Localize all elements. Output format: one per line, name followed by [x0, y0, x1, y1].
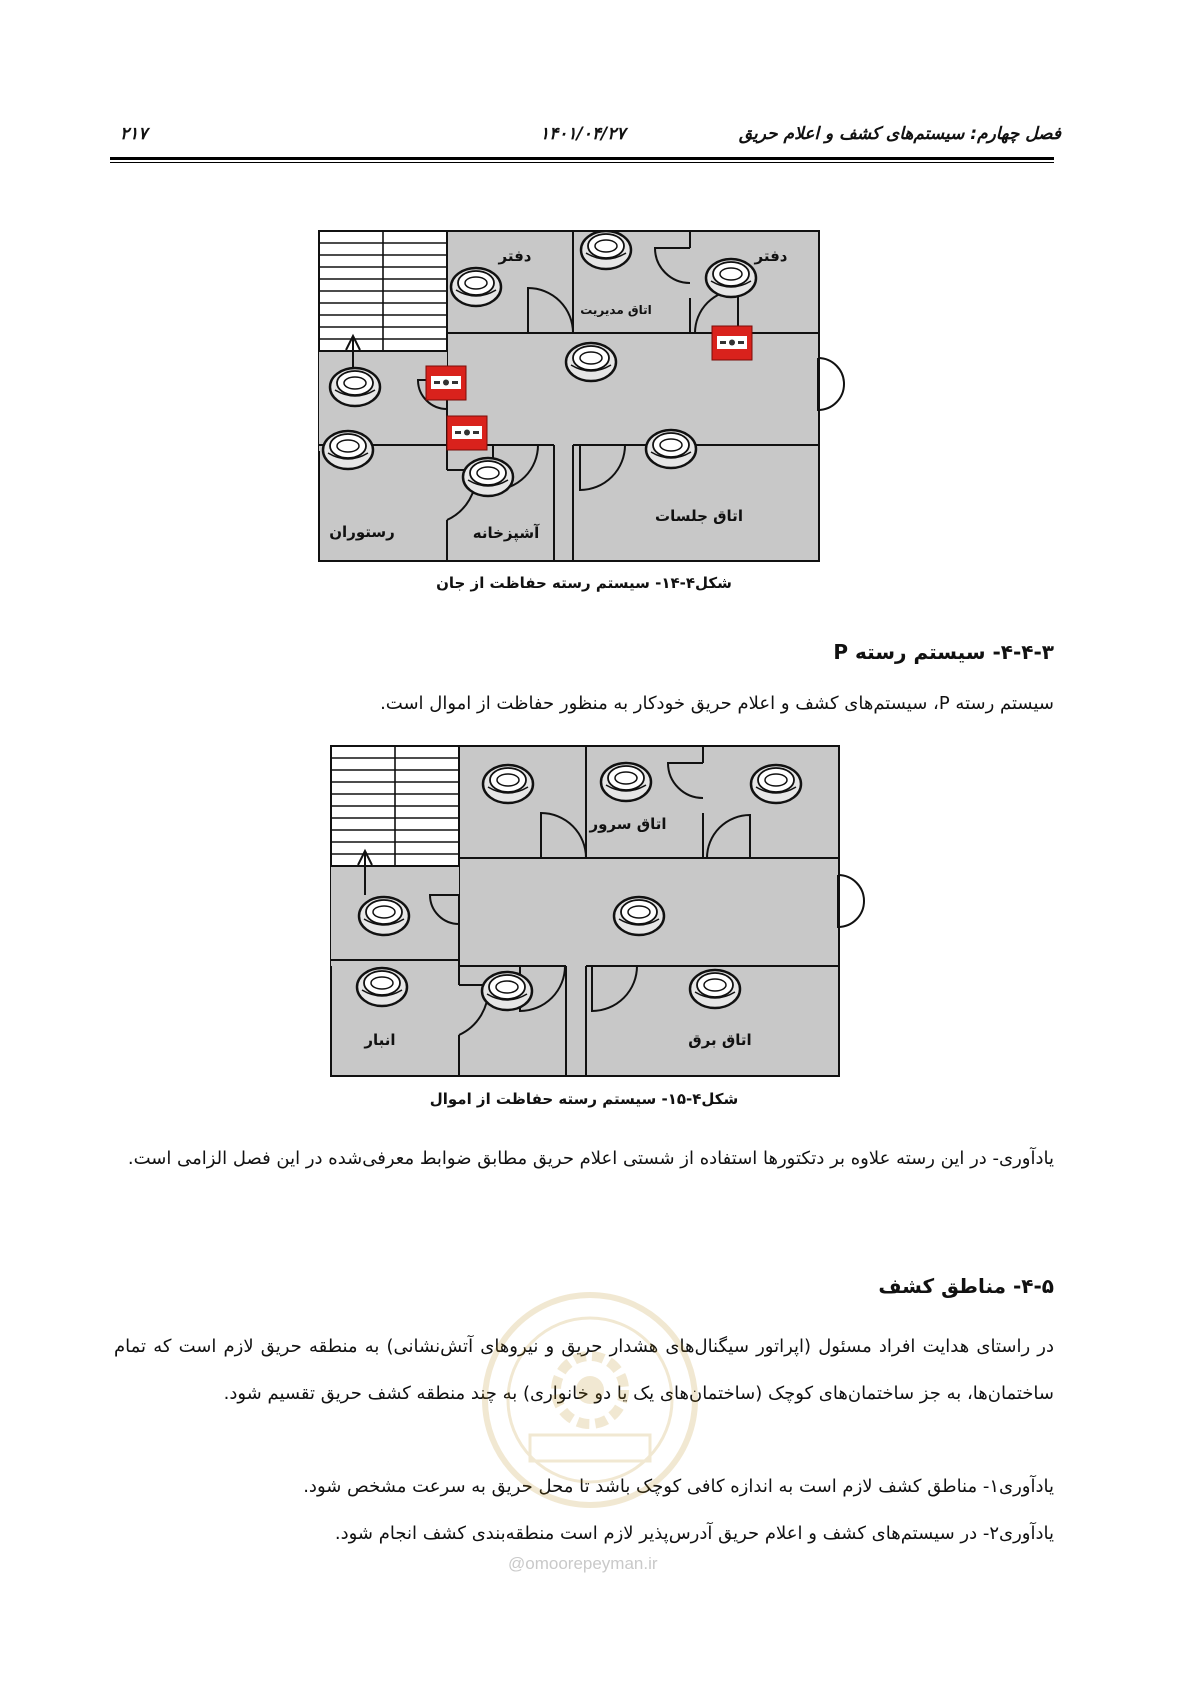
watermark-logo: [470, 1285, 710, 1515]
header-rule-thin: [110, 162, 1054, 163]
manual-call-point-icon: [426, 366, 466, 400]
floor-plan-property-protection: [330, 745, 880, 1077]
smoke-detector-icon: [323, 431, 373, 469]
room-label-meeting: اتاق جلسات: [655, 507, 743, 525]
smoke-detector-icon: [566, 343, 616, 381]
room-label-manager: اتاق مدیریت: [580, 303, 652, 317]
page-number: ۲۱۷: [120, 124, 148, 144]
section-heading-zones: ۴-۵- مناطق کشف: [878, 1274, 1054, 1298]
note-call-points: یادآوری- در این رسته علاوه بر دتکتورها استفاده از شستی اعلام حریق مطابق ضوابط معرفی‌شده در این فصل الزامی است.: [127, 1148, 1054, 1169]
floor-plan-life-protection: [318, 230, 878, 562]
smoke-detector-icon: [330, 368, 380, 406]
figure-14-caption: شکل۴-۱۴- سیستم رسته حفاظت از جان: [436, 574, 732, 592]
header-rule: [110, 157, 1054, 160]
manual-call-point-icon: [447, 416, 487, 450]
manual-call-point-icon: [712, 326, 752, 360]
room-label-storage: انبار: [364, 1031, 396, 1049]
smoke-detector-icon: [601, 763, 651, 801]
header-date: ۱۴۰۱/۰۴/۲۷: [540, 124, 626, 144]
smoke-detector-icon: [482, 972, 532, 1010]
smoke-detector-icon: [614, 897, 664, 935]
smoke-detector-icon: [451, 268, 501, 306]
section-p-paragraph: سیستم رسته P، سیستم‌های کشف و اعلام حریق خودکار به منظور حفاظت از اموال است.: [380, 693, 1054, 714]
smoke-detector-icon: [357, 968, 407, 1006]
smoke-detector-icon: [463, 458, 513, 496]
smoke-detector-icon: [646, 430, 696, 468]
section-heading-p: ۴-۴-۳- سیستم رسته P: [833, 640, 1054, 664]
room-label-kitchen: آشپزخانه: [472, 524, 540, 542]
room-label-electrical: اتاق برق: [688, 1031, 752, 1049]
watermark-text: @omoorepeyman.ir: [508, 1554, 658, 1573]
smoke-detector-icon: [483, 765, 533, 803]
chapter-title: فصل چهارم: سیستم‌های کشف و اعلام حریق: [738, 124, 1061, 144]
room-label-server: اتاق سرور: [589, 815, 667, 833]
smoke-detector-icon: [690, 970, 740, 1008]
section-zones-paragraph: در راستای هدایت افراد مسئول (اپراتور سیگنال‌های هشدار حریق و نیروهای آتش‌نشانی) به منطقه حریق لازم است که تمام ساختمان‌ها، به جز ساختمان‌های کوچک (ساختمان‌های یک یا دو خانواری) به چند منطقه کشف حریق تقسیم شود.: [114, 1336, 1054, 1404]
room-label-office-right: دفتر: [754, 247, 788, 265]
room-label-restaurant: رستوران: [329, 523, 395, 541]
figure-15-caption: شکل۴-۱۵- سیستم رسته حفاظت از اموال: [429, 1090, 739, 1108]
smoke-detector-icon: [581, 231, 631, 269]
zones-note-1: یادآوری۱- مناطق کشف لازم است به اندازه کافی کوچک باشد تا محل حریق به سرعت مشخص شود.: [303, 1476, 1054, 1497]
room-label-office-left: دفتر: [498, 247, 532, 265]
smoke-detector-icon: [751, 765, 801, 803]
smoke-detector-icon: [359, 897, 409, 935]
zones-note-2: یادآوری۲- در سیستم‌های کشف و اعلام حریق آدرس‌پذیر لازم است منطقه‌بندی کشف انجام شود.: [334, 1523, 1054, 1544]
smoke-detector-icon: [706, 259, 756, 297]
